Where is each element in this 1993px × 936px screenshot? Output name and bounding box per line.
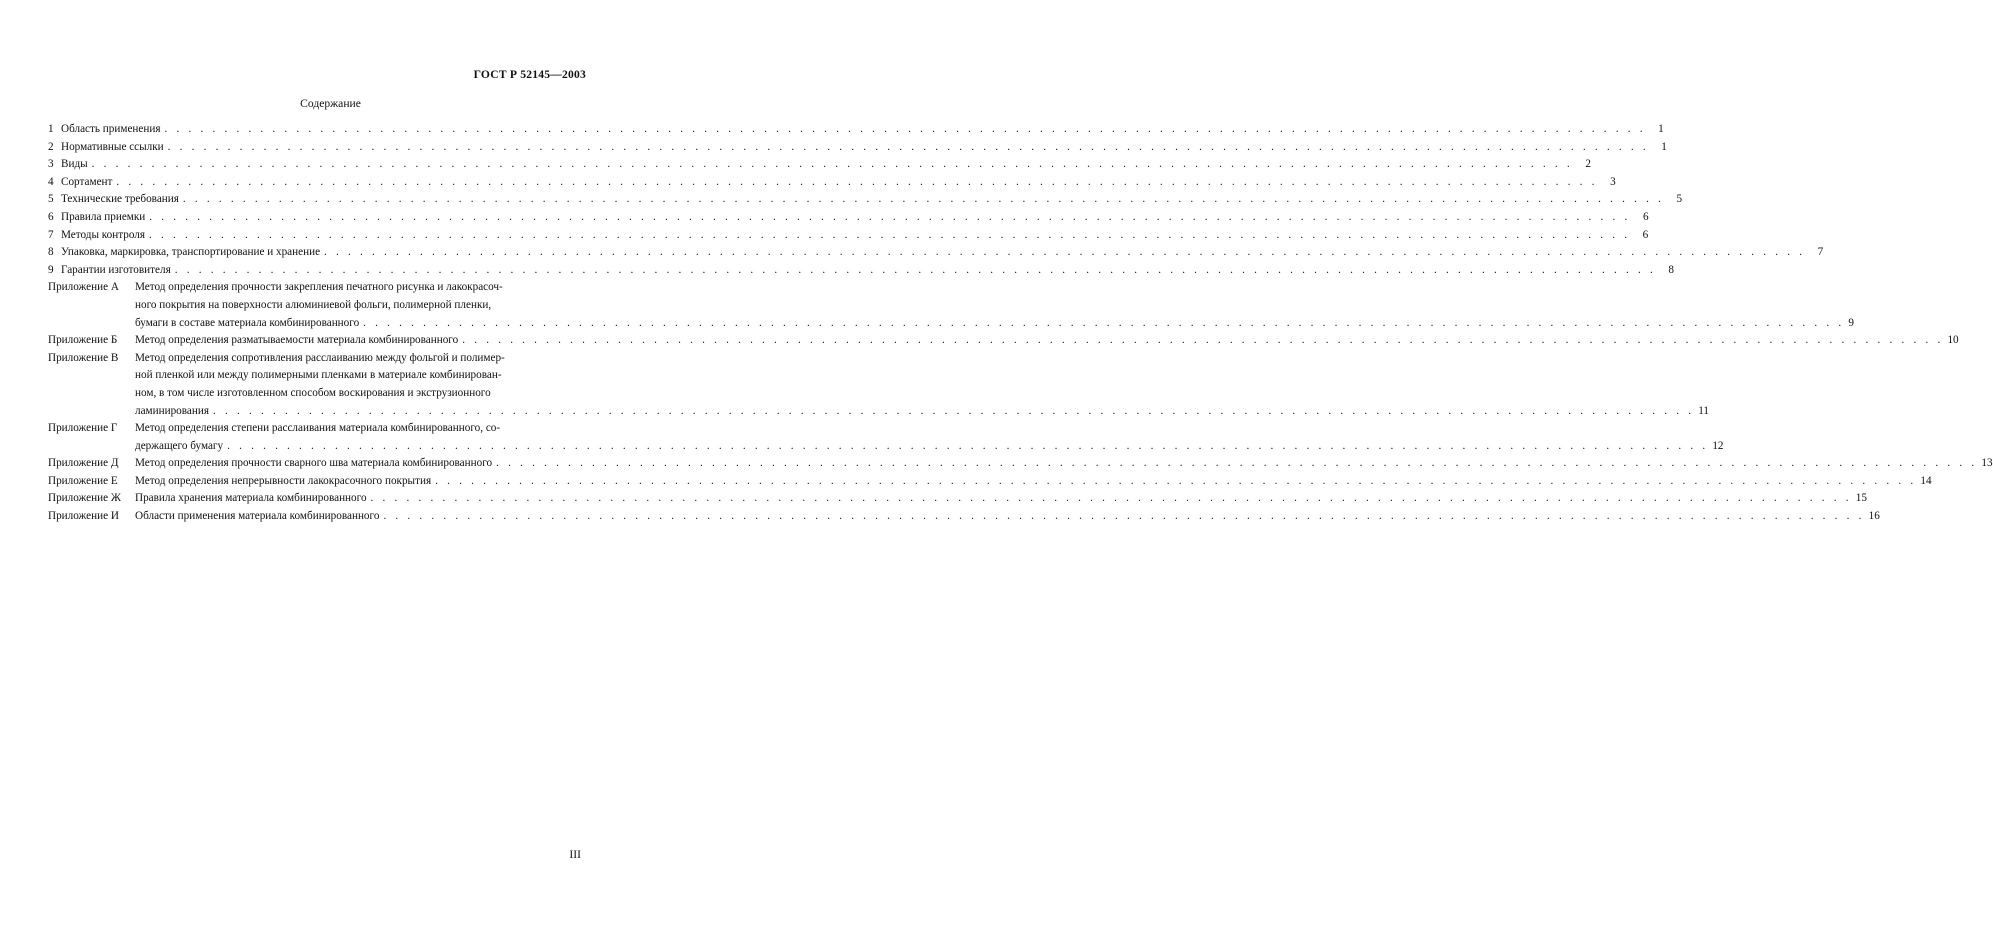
- section-title: Технические требования: [61, 193, 179, 206]
- dot-leader: [168, 139, 1649, 157]
- toc-entry-section-8[interactable]: [48, 244, 1824, 262]
- dot-leader: [496, 455, 1977, 473]
- appendix-title-line: Метод определения разматываемости материала комбинированного: [135, 334, 459, 347]
- section-title: Упаковка, маркировка, транспортирование и хранение: [61, 246, 321, 259]
- page-number: 5: [1676, 193, 1683, 206]
- appendix-label: Приложение И: [48, 510, 119, 523]
- page-number: 3: [1610, 175, 1616, 188]
- dot-leader: [149, 209, 1630, 227]
- appendix-label: Приложение А: [48, 281, 119, 294]
- appendix-title-line: Метод определения прочности закрепления печатного рисунка и лакокрасоч-: [135, 281, 503, 294]
- appendix-label: Приложение Е: [48, 474, 118, 487]
- toc-entry-section-6[interactable]: [48, 209, 1649, 227]
- section-number: 6: [48, 210, 54, 223]
- section-number: 2: [48, 140, 54, 153]
- section-number: 7: [48, 228, 54, 241]
- appendix-title-line: бумаги в составе материала комбинированного: [135, 316, 360, 329]
- toc-title: Содержание: [300, 97, 361, 110]
- toc-entry-section-4[interactable]: [48, 174, 1616, 192]
- toc-entry-appendix-zh[interactable]: [48, 490, 1867, 508]
- toc-entry-appendix-g[interactable]: [48, 420, 1724, 455]
- page-number: 10: [1947, 334, 1959, 347]
- dot-leader: [183, 191, 1664, 209]
- toc-entry-appendix-a[interactable]: [48, 279, 1854, 332]
- page-number: 1: [1661, 140, 1667, 153]
- page-number: 6: [1642, 228, 1649, 241]
- toc-entry-section-3[interactable]: [48, 156, 1591, 174]
- toc-entry-appendix-v[interactable]: [48, 350, 1710, 420]
- section-number: 9: [48, 263, 54, 276]
- page-number: 14: [1920, 474, 1932, 487]
- section-number: 4: [48, 175, 54, 188]
- toc-entry-appendix-d[interactable]: [48, 455, 1993, 473]
- section-number: 5: [48, 193, 54, 206]
- page-number: 9: [1848, 316, 1854, 329]
- section-title: Нормативные ссылки: [61, 140, 164, 153]
- page-number: 2: [1585, 158, 1591, 171]
- section-number: 1: [48, 123, 54, 135]
- page-number: 16: [1868, 510, 1880, 523]
- toc-entry-appendix-e[interactable]: [48, 473, 1932, 491]
- page-number: 8: [1668, 263, 1674, 276]
- page-number: 1: [1658, 123, 1664, 135]
- section-title: Гарантии изготовителя: [61, 263, 171, 276]
- dot-leader: [435, 473, 1916, 491]
- page-number: 12: [1712, 439, 1724, 452]
- dot-leader: [371, 490, 1852, 508]
- dot-leader: [116, 174, 1597, 192]
- toc-entry-section-2[interactable]: [48, 139, 1667, 157]
- appendix-label: Приложение Д: [48, 457, 119, 470]
- appendix-title-line: ного покрытия на поверхности алюминиевой фольги, полимерной пленки,: [135, 298, 492, 311]
- appendix-label: Приложение Ж: [48, 492, 121, 505]
- dot-leader: [175, 262, 1656, 280]
- page-number: 15: [1855, 492, 1867, 505]
- table-of-contents: [48, 121, 1993, 526]
- appendix-title-line: Метод определения сопротивления расслаиванию между фольгой и полимер-: [135, 351, 505, 364]
- section-number: 3: [48, 158, 54, 171]
- page-number: 13: [1981, 457, 1993, 470]
- appendix-title-line: Метод определения степени расслаивания материала комбинированного, со-: [135, 422, 501, 435]
- dot-leader: [462, 332, 1943, 350]
- toc-entry-section-1[interactable]: [48, 121, 1664, 139]
- appendix-title-line: Правила хранения материала комбинированного: [135, 492, 367, 505]
- dot-leader: [227, 438, 1708, 456]
- toc-entry-appendix-b[interactable]: [48, 332, 1959, 350]
- appendix-title-line: Метод определения непрерывности лакокрасочного покрытия: [135, 474, 432, 487]
- dot-leader: [383, 508, 1864, 526]
- section-title: Виды: [61, 158, 88, 171]
- dot-leader: [149, 227, 1630, 245]
- section-title: Сортамент: [61, 175, 113, 188]
- page-folio: III: [569, 848, 581, 861]
- dot-leader: [213, 403, 1694, 421]
- appendix-title-line: ной пленкой или между полимерными пленками в материале комбинирован-: [135, 369, 502, 382]
- dot-leader: [92, 156, 1573, 174]
- appendix-title-line: Области применения материала комбинированного: [135, 510, 380, 523]
- appendix-title-line: ном, в том числе изготовленном способом воскирования и экструзионного: [135, 386, 491, 399]
- section-title: Область применения: [61, 123, 161, 135]
- appendix-title-line: держащего бумагу: [135, 439, 224, 452]
- dot-leader: [324, 244, 1805, 262]
- appendix-title-line: ламинирования: [135, 404, 209, 417]
- toc-entry-section-9[interactable]: [48, 262, 1674, 280]
- appendix-label: Приложение В: [48, 351, 119, 364]
- section-title: Правила приемки: [61, 210, 146, 223]
- page-number: 11: [1698, 404, 1710, 417]
- document-code: ГОСТ Р 52145—2003: [473, 68, 586, 81]
- dot-leader: [363, 315, 1844, 333]
- appendix-label: Приложение Б: [48, 334, 118, 347]
- section-number: 8: [48, 246, 54, 259]
- toc-entry-section-5[interactable]: [48, 191, 1683, 209]
- section-title: Методы контроля: [61, 228, 146, 241]
- dot-leader: [164, 121, 1645, 139]
- appendix-label: Приложение Г: [48, 422, 118, 435]
- appendix-title-line: Метод определения прочности сварного шва материала комбинированного: [135, 457, 493, 470]
- toc-entry-appendix-i[interactable]: [48, 508, 1880, 526]
- page-number: 7: [1817, 246, 1824, 259]
- toc-entry-section-7[interactable]: [48, 227, 1649, 245]
- page-number: 6: [1642, 210, 1649, 223]
